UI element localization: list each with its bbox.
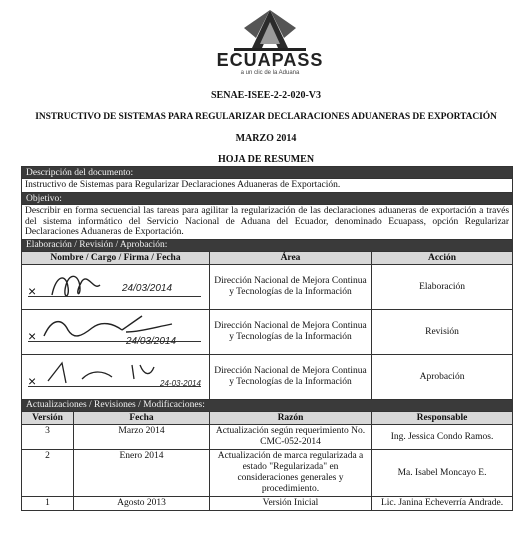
signature-cell bbox=[22, 354, 210, 399]
approval-area: Dirección Nacional de Mejora Continua y Tecnologías de la Información bbox=[210, 264, 372, 309]
approval-label: Elaboración / Revisión / Aprobación: bbox=[22, 239, 513, 251]
revision-version: 3 bbox=[22, 424, 74, 449]
approval-col-action: Acción bbox=[372, 251, 513, 264]
revision-responsible: Lic. Janina Echeverría Andrade. bbox=[372, 496, 513, 510]
revisions-col-reason: Razón bbox=[210, 411, 372, 424]
handwritten-signature bbox=[22, 265, 210, 309]
approval-action: Elaboración bbox=[372, 264, 513, 309]
approval-col-name: Nombre / Cargo / Firma / Fecha bbox=[22, 251, 210, 264]
description-label: Descripción del documento: bbox=[22, 167, 513, 179]
approval-row bbox=[22, 354, 513, 399]
revision-version: 2 bbox=[22, 449, 74, 496]
signature-date: 24-03-2014 bbox=[160, 378, 201, 388]
revisions-col-date: Fecha bbox=[74, 411, 210, 424]
document-code: SENAE-ISEE-2-2-020-V3 bbox=[210, 90, 321, 101]
handwritten-signature bbox=[22, 310, 210, 354]
signature-line bbox=[28, 296, 201, 297]
document-title: INSTRUCTIVO DE SISTEMAS PARA REGULARIZAR DECLARACIONES ADUANERAS DE EXPORTACIÓN bbox=[35, 112, 497, 122]
sheet-title: HOJA DE RESUMEN bbox=[217, 154, 315, 165]
revision-reason: Actualización según requerimiento No. CMC-052-2014 bbox=[210, 424, 372, 449]
approval-area: Dirección Nacional de Mejora Continua y Tecnologías de la Información bbox=[210, 354, 372, 399]
revision-reason: Actualización de marca regularizada a estado "Regularizada" en consideraciones generales y procedimiento. bbox=[210, 449, 372, 496]
revisions-col-version: Versión bbox=[22, 411, 74, 424]
approval-action: Revisión bbox=[372, 309, 513, 354]
revisions-label: Actualizaciones / Revisiones / Modificaciones: bbox=[22, 399, 513, 411]
revisions-col-responsible: Responsable bbox=[372, 411, 513, 424]
revision-row bbox=[22, 424, 513, 449]
revision-date: Marzo 2014 bbox=[74, 424, 210, 449]
revision-date: Agosto 2013 bbox=[74, 496, 210, 510]
document-date: MARZO 2014 bbox=[235, 133, 297, 144]
approval-action: Aprobación bbox=[372, 354, 513, 399]
revision-row bbox=[22, 449, 513, 496]
objective-label: Objetivo: bbox=[22, 193, 513, 205]
signature-mark-icon: × bbox=[28, 282, 37, 299]
revision-row bbox=[22, 496, 513, 510]
signature-mark-icon: × bbox=[28, 327, 37, 344]
handwritten-signature bbox=[22, 355, 210, 399]
approval-row bbox=[22, 309, 513, 354]
ecuapass-emblem-icon bbox=[190, 8, 350, 54]
revision-date: Enero 2014 bbox=[74, 449, 210, 496]
summary-table bbox=[21, 166, 513, 511]
signature-mark-icon: × bbox=[28, 372, 37, 389]
ecuapass-logo bbox=[190, 8, 350, 74]
description-text: Instructivo de Sistemas para Regularizar Declaraciones Aduaneras de Exportación. bbox=[22, 179, 513, 193]
logo-wordmark: ECUAPASS bbox=[216, 50, 324, 70]
approval-area: Dirección Nacional de Mejora Continua y Tecnologías de la Información bbox=[210, 309, 372, 354]
revision-responsible: Ing. Jessica Condo Ramos. bbox=[372, 424, 513, 449]
revision-version: 1 bbox=[22, 496, 74, 510]
revision-responsible: Ma. Isabel Moncayo E. bbox=[372, 449, 513, 496]
signature-cell bbox=[22, 309, 210, 354]
logo-tagline: a un clic de la Aduana bbox=[240, 70, 300, 76]
approval-row bbox=[22, 264, 513, 309]
approval-col-area: Área bbox=[210, 251, 372, 264]
objective-text: Describir en forma secuencial las tareas para agilitar la regularización de las declaraciones aduaneras de exportación a través del sistema informático del Servicio Nacional de Aduana del Ecuador, denominado Ecuapass, opción Regularizar Declaraciones Aduaneras de Exportación. bbox=[22, 205, 513, 240]
signature-date: 24/03/2014 bbox=[126, 335, 177, 347]
revision-reason: Versión Inicial bbox=[210, 496, 372, 510]
signature-cell bbox=[22, 264, 210, 309]
signature-date: 24/03/2014 bbox=[122, 282, 173, 294]
